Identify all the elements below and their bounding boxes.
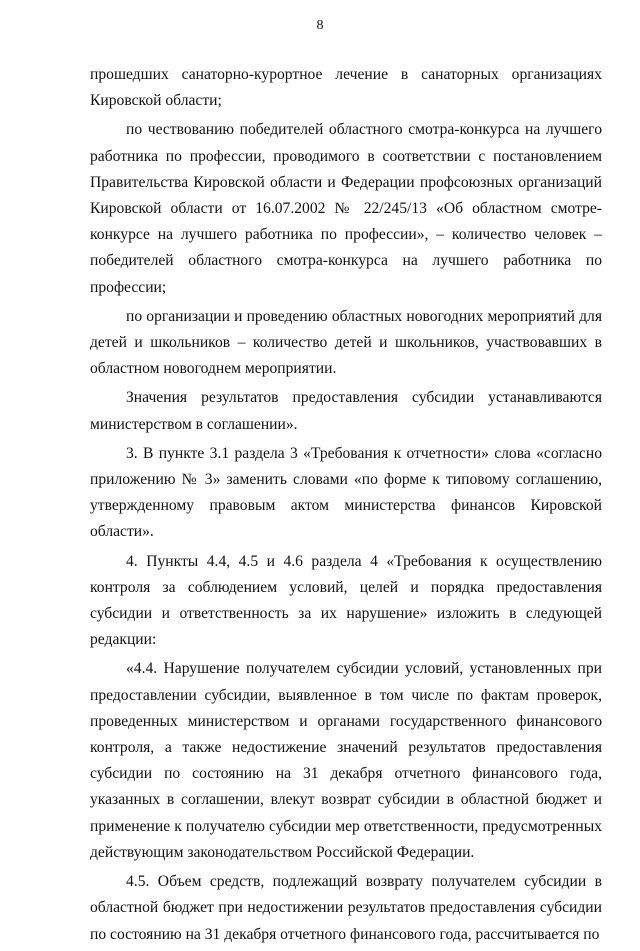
paragraph: прошедших санаторно-курортное лечение в санаторных организациях Кировской области; [90,66,602,110]
document-body [90,62,602,951]
paragraph: 4. Пункты 4.4, 4.5 и 4.6 раздела 4 «Требования к осуществлению контроля за соблюдением условий, целей и порядка предоставления субсидии и ответственность за их нарушение» изложить в следующей редакции: [90,552,602,649]
page-number: 8 [316,18,324,33]
paragraph: «4.4. Нарушение получателем субсидии условий, установленных при предоставлении субсидии, выявленное в том числе по фактам проверок, проведенных министерством и органами государственного финансового контроля, а также недостижение значений результатов предоставления субсидии по состоянию на 31 декабря отчетного финансового года, указанных в соглашении, влекут возврат субсидии в областной бюджет и применение к получателю субсидии мер ответственности, предусмотренных действующим законодательством Российской Федерации. [90,660,602,861]
paragraph: по организации и проведению областных новогодних мероприятий для детей и школьников – количество детей и школьников, участвовавших в областном новогоднем мероприятии. [90,307,602,378]
paragraph: 4.5. Объем средств, подлежащий возврату получателем субсидии в областной бюджет при недостижении результатов предоставления субсидии по состоянию на 31 декабря отчетного финансового года, рассчитывается по [90,873,602,943]
paragraph: по чествованию победителей областного смотра-конкурса на лучшего работника по профессии, проводимого в соответствии с постановлением Правительства Кировской области и Федерации профсоюзных организаций Кировской области от 16.07.2002 № 22/245/13 «Об областном смотре-конкурсе на лучшего работника по профессии», – количество человек – победителей областного смотра-конкурса на лучшего работника по профессии; [90,121,602,296]
paragraph: 3. В пункте 3.1 раздела 3 «Требования к отчетности» слова «согласно приложению № 3» заменить словами «по форме к типовому соглашению, утвержденному правовым актом министерства финансов Кировской области». [90,444,602,541]
paragraph: Значения результатов предоставления субсидии устанавливаются министерством в соглашении». [90,389,602,433]
